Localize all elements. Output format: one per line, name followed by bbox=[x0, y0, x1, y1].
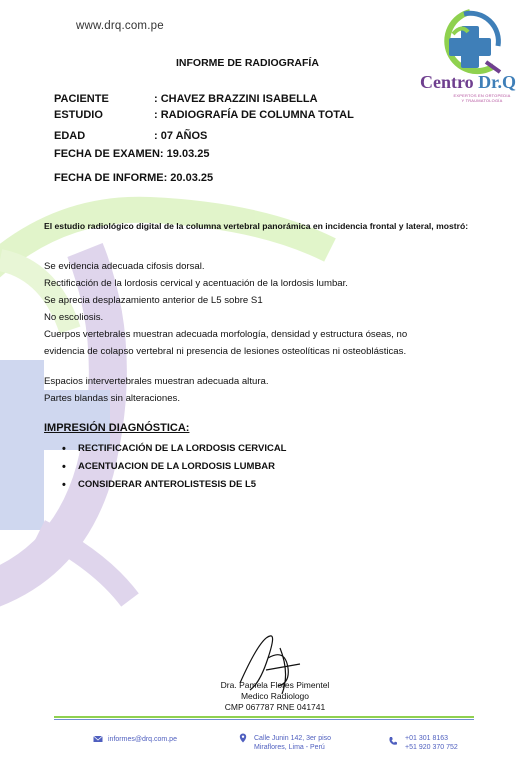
list-item: • CONSIDERAR ANTEROLISTESIS DE L5 bbox=[60, 479, 286, 497]
study-intro: El estudio radiológico digital de la columna vertebral panorámica en incidencia frontal y lateral, mostró: bbox=[44, 221, 469, 231]
list-item: • RECTIFICACIÓN DE LA LORDOSIS CERVICAL bbox=[60, 443, 286, 461]
footer-phones bbox=[405, 734, 458, 752]
study-field bbox=[54, 109, 354, 121]
field-value: : RADIOGRAFÍA DE COLUMNA TOTAL bbox=[154, 109, 354, 121]
list-item: • ACENTUACION DE LA LORDOSIS LUMBAR bbox=[60, 461, 286, 479]
finding-line: Espacios intervertebrales muestran adecuada altura. bbox=[44, 376, 269, 387]
logo-subtitle bbox=[438, 93, 526, 103]
report-title: INFORME DE RADIOGRAFÍA bbox=[176, 57, 319, 69]
phone-number-1[interactable]: +01 301 8163 bbox=[405, 735, 449, 742]
phone-icon bbox=[388, 736, 398, 746]
impression-list bbox=[60, 443, 286, 497]
report-date: FECHA DE INFORME: 20.03.25 bbox=[54, 172, 214, 184]
location-pin-icon bbox=[238, 733, 248, 743]
finding-line: Se evidencia adecuada cifosis dorsal. bbox=[44, 261, 205, 272]
age-field bbox=[54, 130, 207, 142]
phone-number-2[interactable]: +51 920 370 752 bbox=[405, 744, 458, 751]
field-value: : CHAVEZ BRAZZINI ISABELLA bbox=[154, 93, 318, 105]
footer-address bbox=[254, 734, 331, 752]
field-label: EDAD bbox=[54, 130, 86, 142]
footer-divider bbox=[54, 719, 474, 720]
finding-line: Partes blandas sin alteraciones. bbox=[44, 393, 180, 404]
finding-line: evidencia de colapso vertebral ni presencia de lesiones osteolíticas ni osteoblásticas. bbox=[44, 346, 407, 357]
field-label: PACIENTE bbox=[54, 93, 109, 105]
logo-name-prefix: Centro bbox=[420, 72, 479, 92]
address-line2: Miraflores, Lima - Perú bbox=[254, 744, 325, 751]
address-line1: Calle Junin 142, 3er piso bbox=[254, 735, 332, 742]
email-icon bbox=[93, 734, 103, 744]
impression-title: IMPRESIÓN DIAGNÓSTICA: bbox=[44, 422, 190, 434]
website-url: www.drq.com.pe bbox=[76, 20, 164, 32]
field-value: : 07 AÑOS bbox=[154, 130, 208, 142]
footer-divider bbox=[54, 716, 474, 718]
patient-field bbox=[54, 93, 318, 105]
logo-subtitle-line2: Y TRAUMATOLOGÍA bbox=[461, 98, 503, 103]
logo-wordmark bbox=[420, 72, 524, 93]
exam-date: FECHA DE EXAMEN: 19.03.25 bbox=[54, 148, 210, 160]
finding-line: Rectificación de la lordosis cervical y acentuación de la lordosis lumbar. bbox=[44, 278, 348, 289]
finding-line: Cuerpos vertebrales muestran adecuada morfología, densidad y estructura óseas, no bbox=[44, 329, 408, 340]
finding-line: Se aprecia desplazamiento anterior de L5 sobre S1 bbox=[44, 295, 263, 306]
footer-email[interactable]: informes@drq.com.pe bbox=[108, 736, 177, 743]
signature-block bbox=[190, 680, 360, 713]
doctor-role: Medico Radiologo bbox=[240, 691, 310, 701]
logo-subtitle-line1: EXPERTOS EN ORTOPEDIA bbox=[453, 93, 511, 98]
finding-line: No escoliosis. bbox=[44, 312, 104, 323]
logo-name-accent: Dr.Q bbox=[478, 72, 517, 92]
doctor-registry: CMP 067787 RNE 041741 bbox=[224, 702, 326, 712]
doctor-name: Dra. Pamela Flores Pimentel bbox=[220, 680, 330, 690]
field-label: ESTUDIO bbox=[54, 109, 103, 121]
